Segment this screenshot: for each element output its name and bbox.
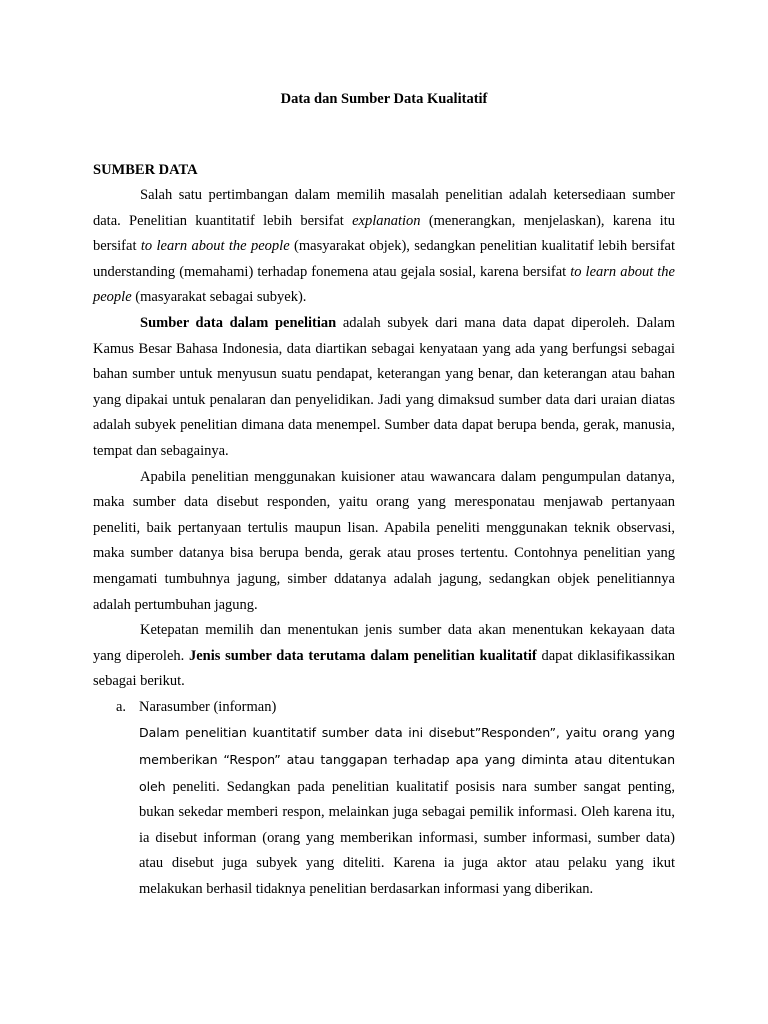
paragraph-4 bbox=[93, 618, 675, 695]
list-item-a-paragraph bbox=[139, 720, 675, 902]
list-item-a bbox=[93, 695, 675, 903]
p1-text-4: (masyarakat sebagai subyek). bbox=[131, 289, 307, 306]
p4-bold-term: Jenis sumber data terutama dalam penelitian kualitatif bbox=[188, 647, 537, 664]
p1-text-2: (menerangkan, menjelaskan), karena itu bersifat bbox=[93, 212, 675, 255]
p2-text: adalah subyek dari mana data dapat diperoleh. Dalam Kamus Besar Bahasa Indonesia, data diartikan sebagai kenyataan yang ada yang berfungsi sebagai bahan sumber untuk menyusun suatu pendapat, keterangan yang benar, dan keterangan atau bahan yang dipakai untuk penalaran dan penyelidikan. Jadi yang dimaksud sumber data dari uraian diatas adalah subyek penelitian dimana data menempel. Sumber data dapat berupa benda, gerak, manusia, tempat dan sebagainya. bbox=[93, 314, 675, 459]
p1-text-3: (masyarakat objek), sedangkan penelitian kualitatif lebih bersifat understanding (memahami) terhadap fonemena atau gejala sosial, karena bersifat bbox=[93, 238, 675, 280]
paragraph-3: Apabila penelitian menggunakan kuisioner atau wawancara dalam pengumpulan datanya, maka sumber data disebut responden, yaitu orang yang meresponatau menjawab pertanyaan peneliti, baik pertanyaan tertulis maupun lisan. Apabila peneliti menggunakan teknik observasi, maka sumber datanya bisa berupa benda, gerak atau proses tertentu. Contohnya penelitian yang mengamati tumbuhnya jagung, simber ddatanya adalah jagung, sedangkan objek penelitiannya adalah pertumbuhan jagung. bbox=[93, 468, 675, 613]
list-a-text-2: peneliti. Sedangkan pada penelitian kualitatif posisis nara sumber sangat penting, bukan sekedar memberi respon, melainkan juga sebagai pemilik informasi. Oleh karena itu, ia disebut informan (orang yang memberikan informasi, sumber informasi, sumber data) atau disebut juga subyek yang diteliti. Karena ia juga aktor atau pelaku yang ikut melakukan berhasil tidaknya penelitian berdasarkan informasi yang diberikan. bbox=[139, 778, 675, 898]
p1-italic-learn-2: to learn about the people bbox=[93, 263, 675, 306]
section-heading: SUMBER DATA bbox=[93, 162, 198, 178]
list-item-a-label: Narasumber (informan) bbox=[139, 698, 277, 715]
document-title: Data dan Sumber Data Kualitatif bbox=[280, 91, 488, 107]
p4-text-1: Ketepatan memilih dan menentukan jenis sumber data akan menentukan kekayaan data yang diperoleh. bbox=[93, 622, 675, 664]
body-text bbox=[93, 183, 675, 903]
p1-italic-explanation: explanation bbox=[352, 212, 421, 229]
p1-text-1: Salah satu pertimbangan dalam memilih masalah penelitian adalah ketersediaan sumber data. Penelitian kuantitatif lebih bersifat bbox=[93, 187, 675, 229]
paragraph-2 bbox=[93, 311, 675, 465]
list-marker-a: a. bbox=[116, 698, 127, 715]
paragraph-1 bbox=[93, 183, 675, 311]
p4-text-2: dapat diklasifikassikan sebagai berikut. bbox=[93, 647, 676, 690]
source-type-list bbox=[93, 695, 675, 903]
p1-italic-learn-1: to learn about the people bbox=[140, 238, 290, 255]
p2-bold-term: Sumber data dalam penelitian bbox=[140, 314, 337, 331]
list-a-text-1: Dalam penelitian kuantitatif sumber data ini disebut”Responden”, yaitu orang yang memberikan “Respon” atau tanggapan terhadap apa yang diminta atau ditentukan oleh bbox=[139, 725, 675, 794]
